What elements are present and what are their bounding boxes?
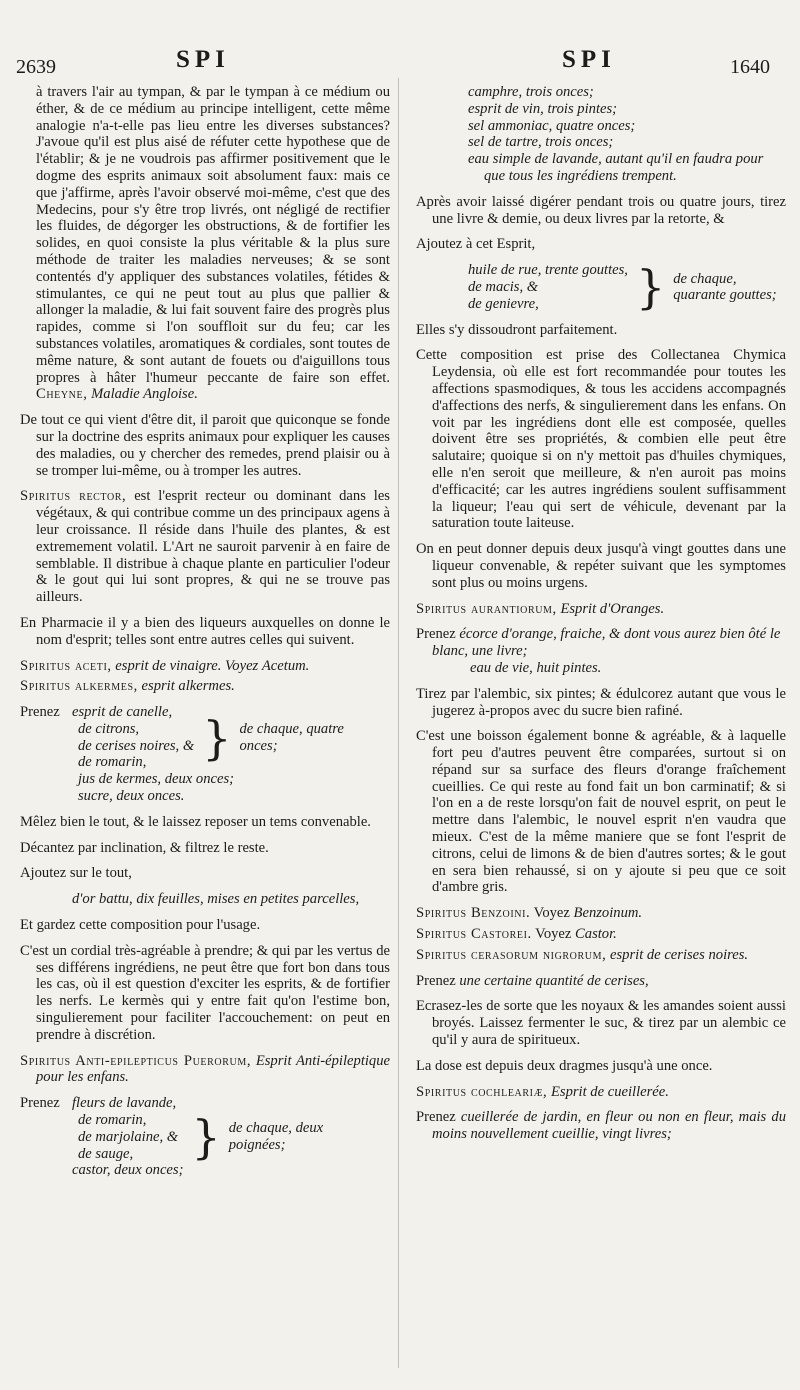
ingredient: eau de vie, huit pintes. — [470, 659, 602, 676]
ingredient: de romarin, — [78, 1112, 147, 1129]
ingredient: sel de tartre, trois onces; — [468, 134, 614, 151]
prenez-label: Prenez — [416, 1109, 456, 1126]
prenez-label: Prenez — [416, 626, 456, 643]
instruction-ajoutez: Ajoutez à cet Esprit, — [416, 236, 536, 253]
entry-head: Spiritus cochleariæ, — [416, 1083, 548, 1100]
ingredient: cueillerée de jardin, en fleur ou non en fleur, mais du moins nouvellement cueillie, vingt livres; — [432, 1109, 786, 1143]
right-running-head: SPI — [562, 46, 616, 73]
entry-head: Spiritus cerasorum nigrorum, — [416, 946, 607, 963]
column-divider — [398, 78, 399, 1368]
entry-head: Spiritus alkermes, — [20, 678, 138, 695]
quantity-note: de chaque, quatre onces; — [239, 720, 344, 754]
recipe-alkermes — [20, 704, 390, 771]
paragraph-pharmacie: En Pharmacie il y a bien des liqueurs auxquelles on donne le nom d'esprit; telles sont entre autres celles qui suivent. — [20, 614, 390, 648]
paragraph-dose: La dose est depuis deux dragmes jusqu'à une once. — [416, 1057, 713, 1074]
quantity-note: de chaque, quarante gouttes; — [673, 270, 777, 304]
right-column — [416, 84, 786, 1152]
ingredient: huile de rue, trente gouttes, — [468, 262, 628, 279]
cross-reference: Acetum. — [261, 657, 310, 674]
paragraph-nerves: à travers l'air au tympan, & par le tympan à ce médium ou éther, & de ce médium au principe intelligent, cette même analogie n'a-t-elle pas lieu entre les diverses substances? J'avoue qu'il est plus aisé de réfuter cette hypothese que de l'établir; & je ne voudrois pas affirmer positivement que le dogme des esprits animaux soit absolument faux: mais ce que j'affirme, après l'avoir observé moi-même, c'est que des Medecins, pour s'y être trop livrés, ont négligé de rectifier les fluides, de dégorger les obstructions, & de fortifier les solides, en quoi consiste la plus véritable & la plus sure méthode de traiter les maladies nerveuses; & se sont contentés d'y appliquer des substances volatiles, fétides & stimulantes, ce qui ne peut tout au plus que pallier & allonger la maladie, & lui fait souvent faire des progrès plus rapides, comme si l'on souffloit sur du feu; car les substances volatiles, aromatiques & cordiales, sont toutes de même nature, & sont autant de fouets ou d'aiguillons tous propres à hâter l'humeur peccante de faire son effet. Cheyne, Maladie Angloise. — [36, 84, 390, 403]
instruction-digerer: Après avoir laissé digérer pendant trois ou quatre jours, tirez une livre & demie, ou deux livres par la retorte, & — [416, 193, 786, 227]
ingredient: de genievre, — [468, 295, 539, 312]
entry-spiritus-cochleariae: Spiritus cochleariæ, Esprit de cueillerée. — [416, 1083, 669, 1100]
instruction-melez: Mêlez bien le tout, & le laissez reposer un tems convenable. — [20, 813, 371, 830]
recipe-alkermes-more — [20, 771, 390, 805]
instruction-gardez: Et gardez cette composition pour l'usage. — [20, 917, 261, 934]
left-column — [20, 84, 390, 1188]
left-running-head: SPI — [176, 46, 230, 73]
recipe-anti-epileptique — [20, 1095, 390, 1179]
entry-head: Spiritus Castorei. — [416, 926, 532, 943]
ingredient: esprit de canelle, — [72, 704, 173, 721]
entry-head: Spiritus Anti-epilepticus Puerorum, — [20, 1052, 252, 1069]
instruction-ajoutez: Ajoutez sur le tout, — [20, 865, 132, 882]
ingredient-list — [416, 262, 628, 312]
ingredient: eau simple de lavande, autant qu'il en faudra pour que tous les ingrédiens trempent. — [468, 151, 764, 184]
paragraph-dose-gouttes: On en peut donner depuis deux jusqu'à vingt gouttes dans une liqueur convenable, & repéter suivant que les symptomes sont plus ou moins urgens. — [416, 541, 786, 591]
ingredient: de marjolaine, & — [78, 1128, 179, 1145]
recipe-cueilleree — [416, 1109, 786, 1143]
entry-spiritus-aceti: Spiritus aceti, esprit de vinaigre. Voyez Acetum. — [20, 657, 310, 674]
entry-spiritus-benzoini: Spiritus Benzoini. Voyez Benzoinum. — [416, 905, 643, 922]
instruction-tirez: Tirez par l'alembic, six pintes; & édulcorez autant que vous le jugerez à-propos avec du sucre bien rafiné. — [416, 685, 786, 719]
entry-spiritus-alkermes: Spiritus alkermes, esprit alkermes. — [20, 678, 235, 695]
entry-spiritus-castorei: Spiritus Castorei. Voyez Castor. — [416, 926, 617, 943]
ingredient: une certaine quantité de cerises, — [459, 972, 649, 989]
recipe-huiles — [416, 260, 786, 315]
prenez-label: Prenez — [20, 1095, 60, 1112]
author-name: Cheyne, — [36, 386, 88, 403]
ingredient: de citrons, — [78, 720, 140, 737]
cross-reference: Castor. — [575, 926, 617, 943]
quantity-note: de chaque, deux poignées; — [228, 1120, 324, 1154]
ingredient: de sauge, — [78, 1145, 134, 1162]
ingredient: esprit de vin, trois pintes; — [468, 100, 618, 117]
instruction-decantez: Décantez par inclination, & filtrez le reste. — [20, 839, 269, 856]
paragraph-dissoudront: Elles s'y dissoudront parfaitement. — [416, 321, 618, 338]
right-page-number: 1640 — [730, 56, 770, 78]
entry-head: Spiritus aurantiorum, — [416, 600, 557, 617]
ingredient: castor, deux onces; — [72, 1162, 184, 1179]
brace: } — [202, 710, 232, 765]
entry-spiritus-cerasorum: Spiritus cerasorum nigrorum, esprit de cerises noires. — [416, 946, 749, 963]
entry-head: Spiritus rector, — [20, 488, 127, 505]
brace: } — [191, 1110, 221, 1165]
paragraph-conclusion: De tout ce qui vient d'être dit, il paroit que quiconque se fonde sur la doctrine des esprits animaux pour expliquer les causes des maladies, ou y chercher des remedes, prend plaisir ou à se tromper lui-même, ou à tromper les autres. — [20, 412, 390, 479]
ingredient: sucre, deux onces. — [78, 788, 185, 805]
ingredient-or-battu: d'or battu, dix feuilles, mises en petites parcelles, — [72, 891, 360, 908]
recipe-cerises — [416, 973, 786, 990]
instruction-ecrasez: Ecrasez-les de sorte que les noyaux & les amandes soient aussi broyés. Laissez fermenter le suc, & tirez par un alembic ce qu'il y aura de spiritueux. — [416, 998, 786, 1049]
ingredient: de macis, & — [468, 278, 539, 295]
entry-spiritus-anti-epilepticus: Spiritus Anti-epilepticus Puerorum, Esprit Anti-épileptique pour les enfans. — [20, 1052, 391, 1086]
ingredient: de romarin, — [78, 754, 147, 771]
ingredient: sel ammoniac, quatre onces; — [468, 117, 636, 134]
prenez-label: Prenez — [416, 972, 456, 989]
entry-spiritus-rector: Spiritus rector, est l'esprit recteur ou dominant dans les végétaux, & qui contribue comme un des principaux agens à leur croissance. Il réside dans l'huile des plantes, & est extremement volatil. L'Art ne sauroit parvenir à en faire de semblable. Il distribue à chaque plante en particulier l'odeur & le gout qui lui sont propres, & qui ne se trouve pas ailleurs. — [20, 488, 390, 606]
cross-reference: Benzoinum. — [573, 905, 643, 922]
entry-spiritus-aurantiorum: Spiritus aurantiorum, Esprit d'Oranges. — [416, 600, 665, 617]
recipe-continued — [416, 84, 786, 185]
paragraph-boisson: C'est une boisson également bonne & agréable, & à laquelle fort peu d'autres peuvent être comparées, surtout si on répand sur sa surface des fleurs d'orange fraîchement cueillies. Ce qui reste au fond fait un bon carminatif; & si l'on en a de reste lorsqu'on fait de nouvel esprit, on peut le mettre dans l'alembic, le nouvel esprit n'en vaudra que mieux. C'est de la même maniere que se font l'esprit de citrons, celui de limons & de bien d'autres sortes; & le gout en sera bien rehaussé, si on y ajoute si peu que ce soit d'ambre gris. — [416, 728, 786, 896]
ingredient: écorce d'orange, fraiche, & dont vous aurez bien ôté le blanc, une livre; — [432, 626, 781, 660]
left-page-number: 2639 — [16, 56, 56, 78]
ingredient: fleurs de lavande, — [72, 1095, 177, 1112]
ingredient: camphre, trois onces; — [468, 84, 594, 100]
paragraph-composition: Cette composition est prise des Collectanea Chymica Leydensia, où elle est fort recommandée pour toutes les affections spasmodiques, & tous les accidens accompagnés d'affections des nerfs, & singulierement dans les enfans. On voit par les ingrédiens dont elle est composée, quelles doivent être ses propriétés, & combien elle peut être salutaire; quoique si on n'y mettoit pas d'huiles chymiques, elle n'en seroit que meilleure, & n'en auroit pas moins d'efficacité; car les autres ingrédiens soulent suffisamment la liqueur; l'eau qui sert de véhicule, devenant par la saturation toute laiteuse. — [416, 347, 786, 532]
ingredient: jus de kermes, deux onces; — [78, 771, 235, 788]
paragraph-cordial: C'est un cordial très-agréable à prendre; & qui par les vertus de ses différens ingrédiens, ne peut être que fort bon dans tous les cas, où il est question d'exciter les esprits, & de fortifier les nerfs. Le kermès qui y entre fait qu'on l'estime bon, singulierement pour faciliter l'accouchement: on peut en prendre à discrétion. — [20, 942, 390, 1043]
brace: } — [635, 260, 666, 315]
source-title: Maladie Angloise. — [91, 386, 198, 403]
entry-head: Spiritus aceti, — [20, 657, 112, 674]
prenez-label: Prenez — [20, 704, 60, 721]
ingredient: de cerises noires, & — [78, 737, 195, 754]
entry-head: Spiritus Benzoini. — [416, 905, 531, 922]
recipe-oranges — [416, 626, 786, 676]
